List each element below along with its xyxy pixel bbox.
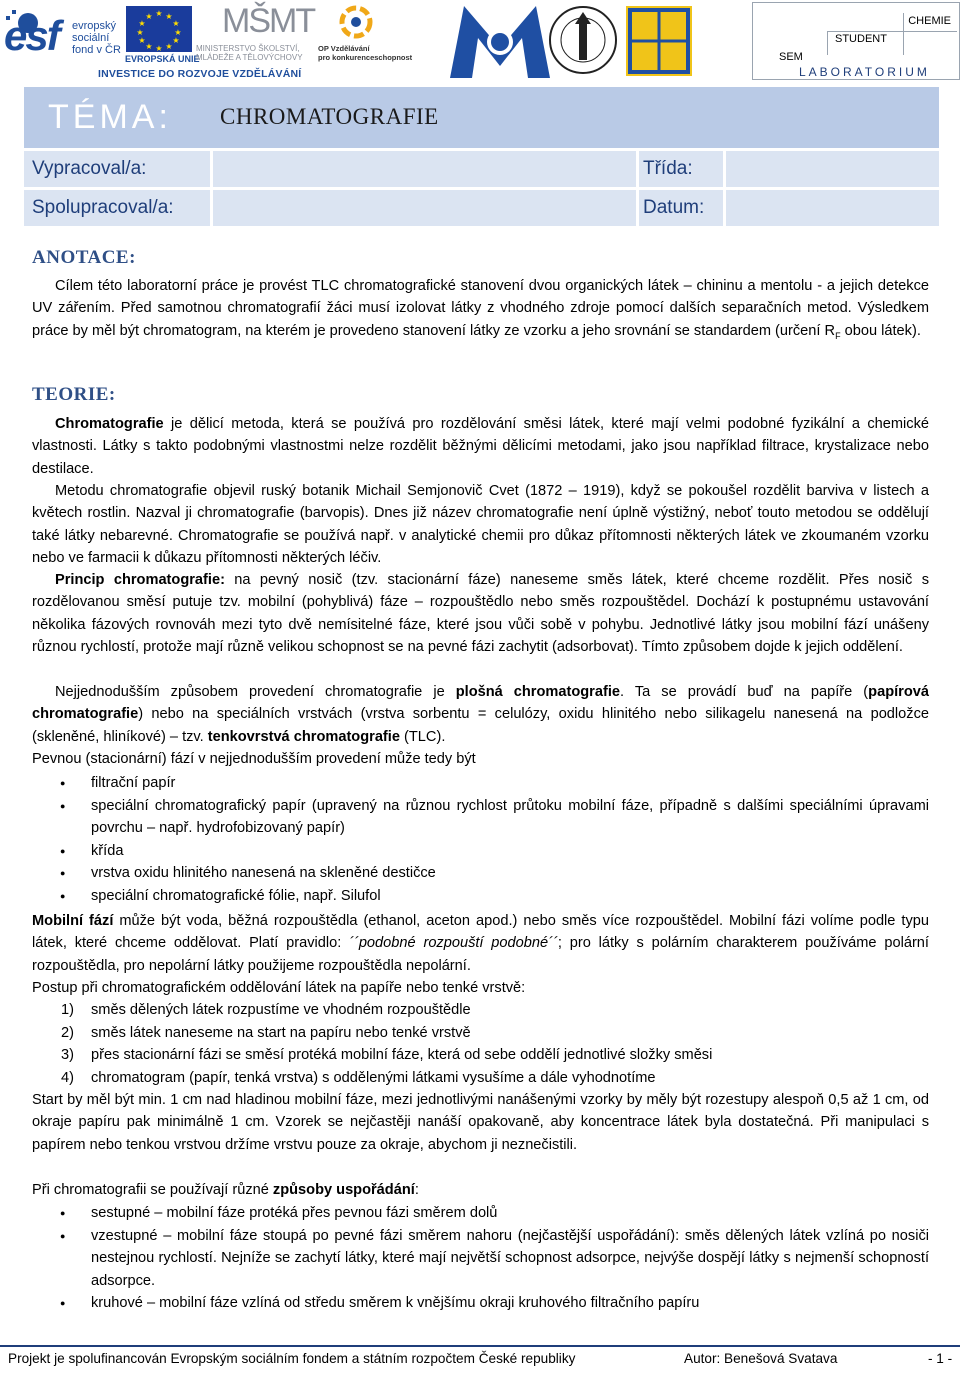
paragraph-text: ; pro látky s polárním charakterem používáme polární rozpouštědla, pro nepolární látky použijeme rozpouštědla nepolární. (32, 935, 929, 974)
anotace-heading: ANOTACE: (32, 247, 136, 268)
esf-text (72, 20, 121, 56)
paragraph-text: (TLC). (399, 728, 446, 745)
gymnasium-seal (548, 4, 618, 81)
step-item (32, 999, 929, 1022)
lab-sem: SEM (779, 51, 803, 63)
step-item (32, 1022, 929, 1045)
msmt-text (196, 44, 303, 62)
lab-student: STUDENT (835, 33, 887, 45)
m-icon (450, 4, 550, 78)
list-item: ● vrstva oxidu hlinitého nanesená na skleněné destičce (32, 862, 929, 885)
divider (827, 31, 828, 55)
footer-author: Autor: Benešová Svatava (684, 1351, 838, 1366)
arrangement-list (32, 1202, 929, 1315)
svg-text:★: ★ (165, 42, 173, 51)
step-text: chromatogram (papír, tenká vrstva) s oddělenými látkami vysušíme a dále vyhodnotíme (91, 1069, 656, 1086)
term-chromatografie: Chromatografie (55, 416, 164, 432)
gjs-icon (626, 6, 692, 76)
svg-text:★: ★ (136, 28, 144, 37)
term-princip: Princip chromatografie: (55, 572, 225, 588)
vypracoval-value-cell[interactable] (213, 151, 636, 187)
svg-text:★: ★ (145, 42, 153, 51)
procedure-steps (32, 999, 929, 1089)
op-logo (334, 4, 380, 47)
lab-chemie: CHEMIE (908, 15, 951, 27)
stationary-phase-list (32, 772, 929, 908)
list-item: ● speciální chromatografický papír (upravený na různou rychlost průtoku mobilní fáze, případně s dalšími speciálními úpravami povrchu – např. hydrofobizovaný papír) (32, 795, 929, 840)
m-logo (450, 4, 550, 83)
teorie-paragraph-9 (32, 1179, 929, 1201)
svg-text:★: ★ (172, 19, 180, 28)
op-text (318, 44, 412, 62)
anotace-text-a: Cílem této laboratorní práce je provést TLC chromatografické stanovení dvou organických látek – chininu a mentolu - a jejich detekce UV zářením. Před samotnou chromatografií žáci musí izolovat látky z vhodného zdroje pomocí dalších separačních metod. Výsledkem práce by měl být chromatogram, na kterém je provedeno stanovení látky ze vzorku a jeho srovnání se standardem (určení R (32, 278, 929, 339)
page-title: CHROMATOGRAFIE (220, 104, 439, 129)
step-text: směs dělených látek rozpustíme ve vhodném rozpouštědle (91, 1002, 471, 1018)
paragraph-text: : (414, 1182, 419, 1198)
teorie-paragraph-5: Pevnou (stacionární) fází v nejjednodušším provedení může tedy být (32, 751, 476, 767)
footer-project: Projekt je spolufinancován Evropským sociálním fondem a státním rozpočtem České republiky (8, 1351, 576, 1366)
list-item: ● speciální chromatografické fólie, např. Silufol (32, 885, 929, 908)
page-footer (0, 1345, 960, 1371)
paragraph-text: . Ta se provádí buď na papíře ( (620, 684, 869, 700)
rf-subscript: F (835, 330, 841, 341)
tema-label: TÉMA: (48, 98, 172, 136)
step-number: 3) (61, 1047, 74, 1064)
rule-quote: ´´podobné rozpouští podobné´´ (349, 935, 558, 952)
svg-text:★: ★ (174, 28, 182, 37)
term-papirova: papírová chromatografie (32, 684, 929, 723)
spolupracoval-label: Spolupracoval/a: (32, 197, 174, 218)
op-line: OP Vzdělávání (318, 44, 370, 53)
list-item: ● vzestupné – mobilní fáze stoupá po pevné fázi směrem nahoru (nejčastější uspořádání): směs dělených látek vzlíná po nosiči nestejnou rychlostí. Nejníže se zachytí látky, které mají největší schopnost adsorpce, nejvýše dospějí látky s nejmenší schopností adsorpce. (32, 1225, 929, 1293)
list-item: ● křída (32, 840, 929, 863)
teorie-paragraph-6 (32, 910, 929, 977)
msmt-line: MINISTERSTVO ŠKOLSTVÍ, (196, 44, 300, 53)
step-number: 4) (61, 1069, 74, 1086)
svg-text:★: ★ (155, 44, 163, 53)
step-number: 2) (61, 1024, 74, 1041)
esf-line: sociální (72, 32, 110, 44)
teorie-paragraph-4 (32, 681, 929, 748)
term-usporadani: způsoby uspořádání (272, 1182, 415, 1198)
seal-icon (548, 4, 618, 76)
list-item: ● kruhové – mobilní fáze vzlíná od středu směrem k vnějšímu okraji kruhového filtračního papíru (32, 1292, 929, 1315)
paragraph-text: Nejjednodušším způsobem provedení chromatografie je (55, 684, 456, 700)
list-item: ● sestupné – mobilní fáze protéká přes pevnou fázi směrem dolů (32, 1202, 929, 1225)
eu-flag (126, 6, 192, 59)
svg-text:★: ★ (138, 36, 146, 45)
footer-page-number: - 1 - (928, 1351, 953, 1366)
teorie-paragraph-1 (32, 413, 929, 480)
investice-text: INVESTICE DO ROZVOJE VZDĚLÁVÁNÍ (98, 68, 302, 80)
term-plosna: plošná chromatografie (455, 684, 621, 700)
teorie-paragraph-8: Start by měl být min. 1 cm nad hladinou mobilní fáze, mezi jednotlivými nanášenými vzorky by měly být rozestupy alespoň 0,5 až 1 cm, od okraje papíru pak minimálně 1 cm. Vzorek se nejčastěji nanáší opakovaně, aby koncentrace látek byla dostatečná. Při manipulaci s papírem nebo tenkou vrstvou držíme vrstvu pouze za okraje, abychom ji neznečistili. (32, 1092, 929, 1153)
paragraph-text: ) nebo na speciálních vrstvách (vrstva sorbentu = celulózy, oxidu hlinitého nebo silikagelu nanesená na podložce (skleněné, hliníkové) – tzv. (32, 706, 929, 745)
op-line: pro konkurenceschopnost (318, 53, 413, 62)
divider (903, 13, 904, 55)
msmt-logo: MŠMT (222, 2, 315, 40)
paragraph-text: může být voda, běžná rozpouštědla (ethanol, aceton apod.) nebo směs více rozpouštědel. Mobilní fázi volíme podle typu látek, které chceme oddělovat. Platí pravidlo: (32, 913, 929, 952)
datum-label: Datum: (643, 197, 705, 218)
term-mobilni-faze: Mobilní fází (32, 913, 114, 929)
step-item (32, 1044, 929, 1067)
anotace-text (32, 275, 929, 347)
esf-line: fond v ČR (72, 44, 121, 56)
header-logos (0, 0, 960, 84)
laboratorium-box (752, 2, 960, 80)
trida-value-cell[interactable] (726, 151, 939, 187)
teorie-paragraph-7: Postup při chromatografickém oddělování látek na papíře nebo tenké vrstvě: (32, 980, 526, 996)
step-text: přes stacionární fázi se směsí protéká mobilní fáze, která od sebe oddělí jednotlivé složky směsi (91, 1047, 713, 1064)
teorie-paragraph-2: Metodu chromatografie objevil ruský botanik Michail Semjonovič Cvet (1872 – 1919), když se pokoušel rozdělit barviva v listech a květech rostlin. Nazval ji chromatografie (barvopis). Dnes již název chromatografie není úplně výstižný, neboť touto metodou se oddělují také látky nebarevné. Chromatografie se používá např. v analytické chemii pro důkaz přítomnosti některých látek ve zkoumaném vzorku nebo ve farmacii k důkazu přítomnosti některých léčiv. (32, 483, 929, 567)
step-item (32, 1067, 929, 1090)
step-text: směs látek naneseme na start na papíru nebo tenké vrstvě (91, 1024, 471, 1041)
spolupracoval-value-cell[interactable] (213, 190, 636, 226)
gjs-logo (626, 6, 692, 81)
datum-value-cell[interactable] (726, 190, 939, 226)
step-number: 1) (61, 1002, 74, 1018)
svg-text:★: ★ (138, 19, 146, 28)
esf-wordmark: esf (4, 12, 59, 59)
eu-flag-icon (126, 6, 192, 54)
paragraph-text: Při chromatografii se používají různé (32, 1182, 273, 1198)
divider (827, 31, 957, 32)
svg-text:★: ★ (165, 12, 173, 21)
msmt-line: MLÁDEŽE A TĚLOVÝCHOVY (196, 53, 303, 62)
svg-text:★: ★ (145, 12, 153, 21)
eu-label: EVROPSKÁ UNIE (125, 54, 200, 64)
teorie-heading: TEORIE: (32, 384, 116, 405)
list-item: ● filtrační papír (32, 772, 929, 795)
esf-line: evropský (72, 20, 117, 32)
term-tenkovrstva: tenkovrstvá chromatografie (207, 728, 400, 745)
paragraph-text: je dělicí metoda, která se používá pro rozdělování směsi látek, které mají velmi podobné fyzikální a chemické vlastnosti. Látky s takto podobnými vlastnostmi nelze rozdělit běžnými dělicími metodami, jako jsou například filtrace, krystalizace nebo destilace. (32, 416, 929, 477)
teorie-paragraph-3 (32, 569, 929, 659)
paragraph-text: na pevný nosič (tzv. stacionární fáze) naneseme směs látek, které chceme rozdělit. Přes nosič s rozdělovanou směsí putuje tzv. mobilní (pohyblivá) fáze – rozpouštědlo nebo směs rozpouštědel. Dochází k postupnému ustavování několika fázových rovnováh mezi tyto dvě nemísitelné fáze, které jsou vůči sobě v pohybu. Jednotlivé látky jsou mobilní fází unášeny různou rychlostí, protože mají různě velikou schopnost se na pevné fázi zachytit (adsorbovat). Tímto způsobem dojde k jejich oddělení. (32, 572, 929, 656)
op-icon (334, 4, 380, 42)
trida-label: Třída: (643, 158, 693, 179)
svg-text:★: ★ (155, 9, 163, 18)
anotace-text-b: obou látek). (840, 322, 921, 339)
vypracoval-label: Vypracoval/a: (32, 158, 147, 179)
lab-laboratorium: LABORATORIUM (799, 65, 930, 79)
svg-text:★: ★ (172, 36, 180, 45)
